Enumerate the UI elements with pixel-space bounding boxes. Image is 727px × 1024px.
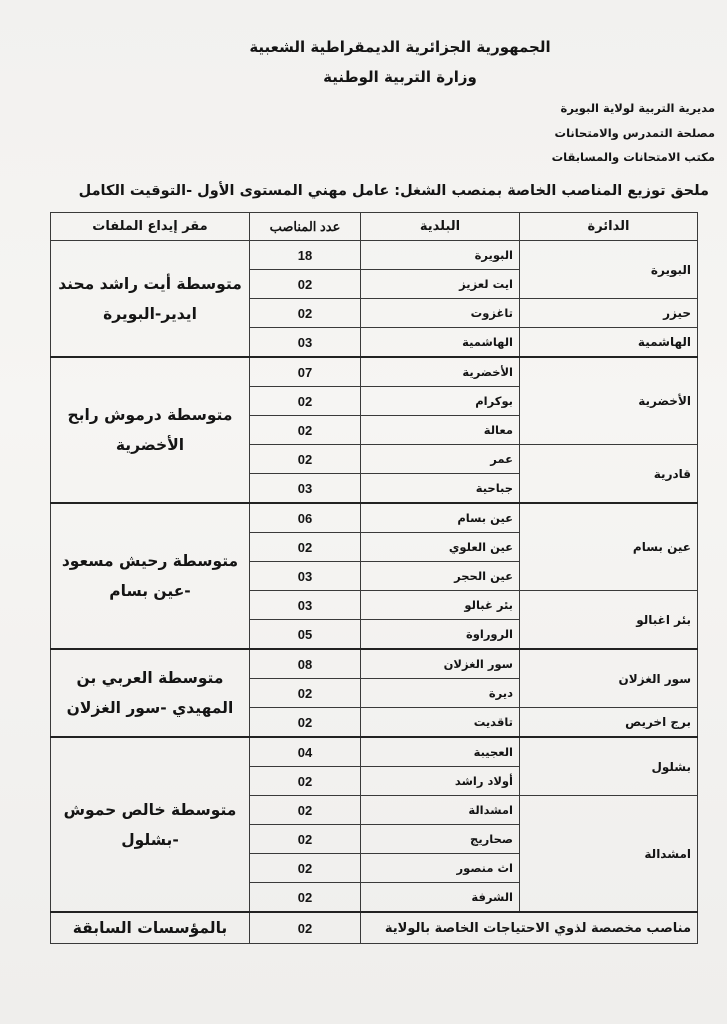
- post-count-cell: 02: [250, 299, 361, 328]
- post-count-cell: 02: [250, 679, 361, 708]
- commune-cell: عين العلوي: [361, 533, 520, 562]
- table-row: [51, 649, 698, 679]
- post-count-cell: 06: [250, 503, 361, 533]
- ministry-heading: وزارة التربية الوطنية: [323, 68, 477, 86]
- daira-cell: عين بسام: [520, 503, 698, 591]
- table-row: [51, 503, 698, 533]
- post-count-cell: 02: [250, 445, 361, 474]
- commune-cell: عين الحجر: [361, 562, 520, 591]
- table-row: [51, 737, 698, 767]
- deposit-center-cell: متوسطة درموش رابح الأخضرية: [51, 357, 250, 503]
- deposit-center-cell: متوسطة أيت راشد محند ايدير-البويرة: [51, 241, 250, 358]
- commune-cell: الهاشمية: [361, 328, 520, 358]
- table-body: [51, 241, 698, 913]
- commune-cell: الروراوة: [361, 620, 520, 650]
- table-row: [51, 241, 698, 270]
- republic-heading: الجمهورية الجزائرية الديمقراطية الشعبية: [249, 38, 551, 56]
- office-line: مكتب الامتحانات والمسابقات: [551, 150, 715, 164]
- post-count-cell: 02: [250, 767, 361, 796]
- commune-cell: ايت لعزيز: [361, 270, 520, 299]
- post-count-cell: 02: [250, 883, 361, 913]
- commune-cell: عين بسام: [361, 503, 520, 533]
- directorate-line: مديرية التربية لولاية البويرة: [560, 101, 715, 115]
- commune-cell: الشرفة: [361, 883, 520, 913]
- col-header-center: مقر إيداع الملفات: [51, 213, 250, 241]
- commune-cell: الأخضرية: [361, 357, 520, 387]
- footer-row: [51, 912, 698, 944]
- daira-cell: سور الغزلان: [520, 649, 698, 708]
- table-row: [51, 357, 698, 387]
- deposit-center-cell: متوسطة العربي بن المهيدي -سور الغزلان: [51, 649, 250, 737]
- commune-cell: جباحية: [361, 474, 520, 504]
- footer-count: 02: [250, 912, 361, 944]
- daira-cell: الأخضرية: [520, 357, 698, 445]
- commune-cell: عمر: [361, 445, 520, 474]
- commune-cell: العجيبة: [361, 737, 520, 767]
- commune-cell: سور الغزلان: [361, 649, 520, 679]
- footer-center: بالمؤسسات السابقة: [51, 912, 250, 944]
- commune-cell: بئر غبالو: [361, 591, 520, 620]
- issuer-block: [475, 96, 715, 170]
- post-count-cell: 02: [250, 825, 361, 854]
- post-count-cell: 04: [250, 737, 361, 767]
- daira-cell: امشدالة: [520, 796, 698, 913]
- post-count-cell: 02: [250, 533, 361, 562]
- daira-cell: بئر اغبالو: [520, 591, 698, 650]
- col-header-count: عدد المناصب: [250, 213, 361, 241]
- commune-cell: ديرة: [361, 679, 520, 708]
- deposit-center-cell: متوسطة خالص حموش -بشلول: [51, 737, 250, 912]
- daira-cell: برج اخريص: [520, 708, 698, 738]
- col-header-baladia: البلدية: [361, 213, 520, 241]
- post-count-cell: 03: [250, 562, 361, 591]
- post-count-cell: 02: [250, 416, 361, 445]
- distribution-table: [50, 212, 698, 944]
- post-count-cell: 02: [250, 387, 361, 416]
- commune-cell: اث منصور: [361, 854, 520, 883]
- daira-cell: حيزر: [520, 299, 698, 328]
- footer-label: مناصب مخصصة لذوي الاحتياجات الخاصة بالولاية: [361, 912, 698, 944]
- post-count-cell: 07: [250, 357, 361, 387]
- post-count-cell: 08: [250, 649, 361, 679]
- document-title: ملحق توزيع المناصب الخاصة بمنصب الشغل: عامل مهني المستوى الأول -التوقيت الكامل: [78, 183, 709, 199]
- post-count-cell: 02: [250, 854, 361, 883]
- post-count-cell: 03: [250, 474, 361, 504]
- commune-cell: بوكرام: [361, 387, 520, 416]
- commune-cell: تاغزوت: [361, 299, 520, 328]
- daira-cell: قادرية: [520, 445, 698, 504]
- commune-cell: أولاد راشد: [361, 767, 520, 796]
- deposit-center-cell: متوسطة رحيش مسعود -عين بسام: [51, 503, 250, 649]
- daira-cell: الهاشمية: [520, 328, 698, 358]
- post-count-cell: 02: [250, 708, 361, 738]
- post-count-cell: 03: [250, 591, 361, 620]
- commune-cell: البويرة: [361, 241, 520, 270]
- commune-cell: امشدالة: [361, 796, 520, 825]
- post-count-cell: 05: [250, 620, 361, 650]
- post-count-cell: 02: [250, 796, 361, 825]
- table-header-row: [51, 213, 698, 241]
- commune-cell: تاقديت: [361, 708, 520, 738]
- post-count-cell: 03: [250, 328, 361, 358]
- post-count-cell: 02: [250, 270, 361, 299]
- daira-cell: البويرة: [520, 241, 698, 299]
- post-count-cell: 18: [250, 241, 361, 270]
- service-line: مصلحة التمدرس والامتحانات: [554, 125, 715, 140]
- col-header-daira: الدائرة: [520, 213, 698, 241]
- commune-cell: صحاريج: [361, 825, 520, 854]
- commune-cell: معالة: [361, 416, 520, 445]
- daira-cell: بشلول: [520, 737, 698, 796]
